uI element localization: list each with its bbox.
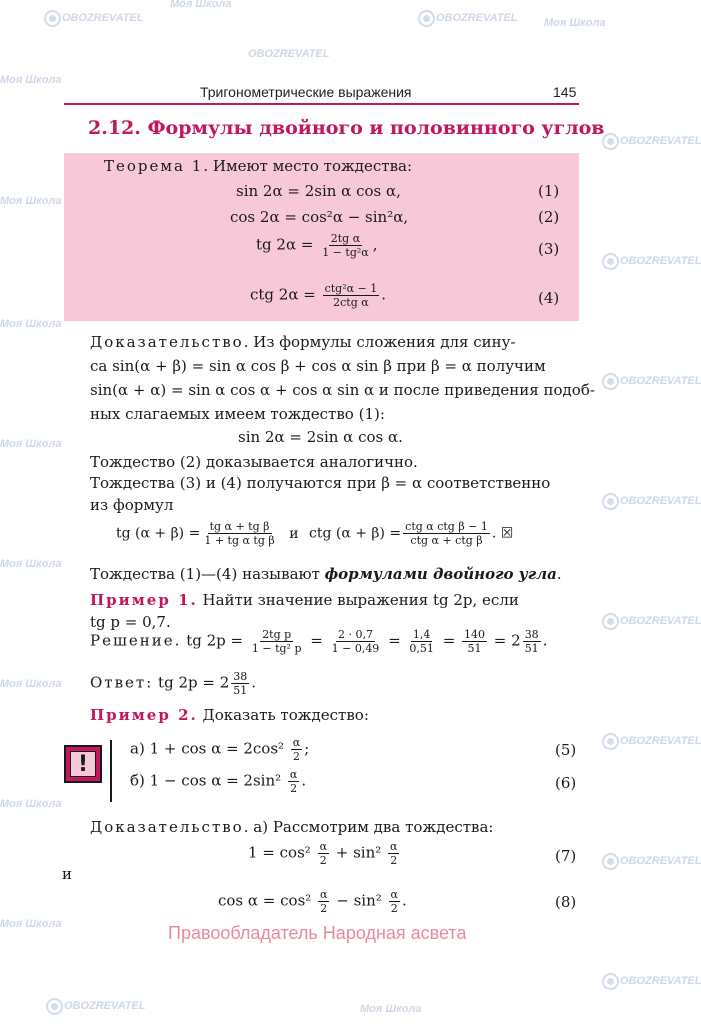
- fraction-denominator: 2: [390, 854, 398, 867]
- proof1-line-4: ных слагаемых имеем тождество (1):: [90, 405, 385, 423]
- watermark-logo-icon: [46, 998, 63, 1015]
- example1-line-2: tg p = 0,7.: [90, 613, 171, 631]
- fraction-denominator: 51: [467, 642, 482, 655]
- header-rule: [64, 103, 579, 105]
- fraction-numerator: α: [320, 888, 328, 901]
- solution-fraction: [250, 628, 304, 655]
- watermark-logo-icon: [602, 133, 619, 150]
- formula-4-lhs: ctg 2α =: [250, 285, 321, 304]
- example1-text: Найти значение выражения tg 2p, если: [197, 591, 519, 609]
- copyright-footer: Правообладатель Народная асвета: [168, 923, 467, 943]
- example1-line-1: [90, 591, 519, 609]
- watermark-brand: OBOZREVATEL: [62, 12, 144, 24]
- formula-4-tail: .: [381, 285, 387, 304]
- identity-7-fraction: [388, 840, 399, 867]
- fraction-numerator: 38: [233, 670, 248, 683]
- watermark-brand: OBOZREVATEL: [64, 1000, 146, 1012]
- fraction-denominator: 1 − tg²α: [322, 246, 369, 259]
- identity-7: [248, 840, 401, 867]
- watermark-logo-icon: [602, 613, 619, 630]
- watermark-brand: OBOZREVATEL: [620, 975, 701, 987]
- identity-5-fraction: [291, 736, 302, 763]
- tg-sum-lhs: tg (α + β) =: [116, 525, 201, 542]
- watermark-logo-icon: [418, 10, 435, 27]
- fraction-numerator: 140: [464, 628, 486, 641]
- naming-line: [90, 565, 562, 583]
- watermark-brand: Моя Школа: [0, 678, 62, 690]
- formula-3-fraction: [320, 232, 371, 259]
- watermark-brand: OBOZREVATEL: [620, 615, 701, 627]
- result-whole: 2: [511, 631, 521, 650]
- answer-label: Ответ:: [90, 673, 154, 692]
- fraction-numerator: α: [390, 888, 398, 901]
- formula-3: [256, 232, 377, 259]
- answer-fraction: [231, 670, 249, 697]
- formula-1: sin 2α = 2sin α cos α,: [236, 182, 401, 200]
- answer-line: [90, 670, 256, 697]
- watermark-brand: Моя Школа: [0, 558, 62, 570]
- tg-sum-fraction: [202, 520, 276, 547]
- fraction-numerator: α: [390, 840, 398, 853]
- para-line-3: из формул: [90, 496, 174, 514]
- fraction-numerator: 2tg α: [330, 232, 361, 245]
- answer-text: tg 2p = 2: [153, 673, 230, 692]
- fraction-numerator: ctg α ctg β − 1: [405, 520, 488, 533]
- page-number: 145: [553, 84, 577, 100]
- proof2-text: . а) Рассмотрим два тождества:: [243, 818, 494, 836]
- theorem-intro-text: . Имеют место тождества:: [203, 157, 413, 175]
- fraction-denominator: 2: [319, 854, 327, 867]
- watermark-brand: OBOZREVATEL: [620, 855, 701, 867]
- proof1-label: Доказательство: [90, 333, 244, 351]
- watermark-brand: OBOZREVATEL: [620, 135, 701, 147]
- section-title: 2.12. Формулы двойного и половинного углов: [88, 117, 605, 139]
- watermark-brand: Моя Школа: [0, 195, 62, 207]
- identity-5-text: а) 1 + cos α = 2cos²: [130, 739, 289, 758]
- fraction-denominator: 51: [524, 642, 539, 655]
- fraction-denominator: ctg α + ctg β: [410, 534, 483, 547]
- proof1-line-2: са sin(α + β) = sin α cos β + cos α sin β при β = α получим: [90, 357, 546, 375]
- watermark-brand: Моя Школа: [0, 438, 62, 450]
- identity-8-fraction: [318, 888, 329, 915]
- identity-8-end: .: [401, 891, 407, 910]
- fraction-numerator: ctg²α − 1: [324, 282, 378, 295]
- identity-8-fraction: [389, 888, 400, 915]
- para-line-2: Тождества (3) и (4) получаются при β = α соответственно: [90, 474, 551, 492]
- formula-3-lhs: tg 2α =: [256, 235, 319, 254]
- proof1-line-3: sin(α + α) = sin α cos α + cos α sin α и после приведения подоб-: [90, 381, 595, 399]
- running-title: Тригонометрические выражения: [200, 84, 412, 100]
- theorem-intro: [104, 157, 412, 175]
- watermark-brand: OBOZREVATEL: [620, 735, 701, 747]
- fraction-numerator: α: [319, 840, 327, 853]
- example1-label: Пример 1.: [90, 591, 198, 609]
- watermark-brand: OBOZREVATEL: [248, 48, 330, 60]
- identity-8-lhs: cos α = cos²: [218, 891, 317, 910]
- watermark-brand: Моя Школа: [170, 0, 232, 10]
- identity-7-number: (7): [555, 847, 577, 865]
- fraction-numerator: 2tg p: [262, 628, 292, 641]
- naming-text: Тождества (1)—(4) называют: [90, 565, 325, 583]
- ctg-sum-lhs: ctg (α + β) =: [309, 525, 402, 542]
- watermark-brand: OBOZREVATEL: [620, 495, 701, 507]
- proof1-line-1: [90, 333, 516, 351]
- watermark-brand: Моя Школа: [0, 318, 62, 330]
- watermark-brand: Моя Школа: [0, 74, 62, 86]
- watermark-logo-icon: [602, 733, 619, 750]
- formula-4-number: (4): [538, 289, 560, 307]
- fraction-numerator: 1,4: [412, 628, 431, 641]
- fraction-denominator: 2: [290, 782, 298, 795]
- watermark-logo-icon: [602, 973, 619, 990]
- example2-line: [90, 706, 369, 724]
- watermark-brand: OBOZREVATEL: [620, 255, 701, 267]
- identity-7-mid: + sin²: [331, 843, 387, 862]
- identity-8-number: (8): [555, 893, 577, 911]
- formula-3-number: (3): [538, 240, 560, 258]
- example2-text: Доказать тождество:: [197, 706, 369, 724]
- fraction-numerator: 2 · 0,7: [337, 628, 373, 641]
- ctg-sum-fraction: [403, 520, 490, 547]
- solution-label: Решение.: [90, 631, 182, 650]
- formula-2: cos 2α = cos²α − sin²α,: [230, 208, 409, 226]
- watermark-logo-icon: [602, 493, 619, 510]
- solution-fraction: [407, 628, 436, 655]
- solution-end: .: [542, 631, 548, 650]
- answer-end: .: [251, 673, 257, 692]
- example2-bracket: [110, 740, 112, 802]
- fraction-denominator: 2: [293, 750, 301, 763]
- proof2-line: [90, 818, 493, 836]
- identity-6-fraction: [288, 768, 299, 795]
- fraction-denominator: 51: [233, 684, 248, 697]
- watermark-logo-icon: [602, 373, 619, 390]
- watermark-brand: Моя Школа: [0, 798, 62, 810]
- example1-solution: Решение. tg 2p = $\frac{\text{2tg p}}{\text{1 − tg² p}}$ = $\frac{2 \cdot 0,7}{1 - 0,49}$ = $\frac{1,4}{0,51}$ = $\frac{140}{51}$ = 2 $\frac{38}{51}$ .: [90, 628, 548, 655]
- identity-8: [218, 888, 407, 915]
- solution-fraction: [330, 628, 382, 655]
- end-of-proof-icon: . ☒: [491, 525, 514, 542]
- watermark-brand: OBOZREVATEL: [620, 375, 701, 387]
- formula-3-tail: ,: [372, 235, 378, 254]
- fraction-numerator: 38: [524, 628, 539, 641]
- fraction-numerator: tg α + tg β: [209, 520, 270, 533]
- identity-6-number: (6): [555, 774, 577, 792]
- proof2-conjunction: и: [62, 865, 72, 883]
- fraction-numerator: α: [292, 736, 301, 749]
- identity-6-text: б) 1 − cos α = 2sin²: [130, 771, 286, 790]
- watermark-logo-icon: [602, 853, 619, 870]
- watermark-brand: OBOZREVATEL: [436, 12, 518, 24]
- watermark-brand: Моя Школа: [360, 1003, 422, 1015]
- identity-8-mid: − sin²: [331, 891, 387, 910]
- fraction-denominator: 2: [390, 902, 398, 915]
- addition-formulas: [116, 520, 513, 547]
- solution-fraction: [462, 628, 487, 655]
- fraction-denominator: 0,51: [409, 642, 434, 655]
- naming-end: .: [556, 565, 562, 583]
- fraction-denominator: 1 + tg α tg β: [204, 534, 275, 547]
- example2-label: Пример 2.: [90, 706, 198, 724]
- fraction-denominator: 2ctg α: [333, 296, 369, 309]
- identity-5-number: (5): [555, 741, 577, 759]
- identity-6-end: .: [301, 771, 307, 790]
- para-line-1: Тождество (2) доказывается аналогично.: [90, 453, 418, 471]
- watermark-logo-icon: [44, 10, 61, 27]
- formula-2-number: (2): [538, 208, 560, 226]
- naming-emphasis: формулами двойного угла: [324, 565, 557, 583]
- proof1-formula: sin 2α = 2sin α cos α.: [238, 428, 403, 446]
- identity-7-fraction: [318, 840, 329, 867]
- formula-4: [250, 282, 386, 309]
- fraction-denominator: 1 − 0,49: [331, 642, 380, 655]
- proof2-label: Доказательство: [90, 818, 244, 836]
- fraction-numerator: α: [289, 768, 298, 781]
- formula-4-fraction: [323, 282, 380, 309]
- proof1-line-1-text: . Из формулы сложения для сину-: [243, 333, 516, 351]
- identity-5: [130, 736, 309, 763]
- formula-1-number: (1): [538, 182, 560, 200]
- conjunction: и: [289, 525, 299, 542]
- notice-icon: [64, 745, 102, 783]
- exclamation-icon: !: [70, 751, 96, 777]
- watermark-brand: Моя Школа: [0, 918, 62, 930]
- solution-lhs: tg 2p =: [181, 631, 244, 650]
- identity-5-end: ;: [304, 739, 310, 758]
- identity-6: [130, 768, 306, 795]
- fraction-denominator: 2: [320, 902, 328, 915]
- watermark-brand: Моя Школа: [544, 17, 606, 29]
- fraction-denominator: 1 − tg² p: [251, 642, 302, 655]
- watermark-logo-icon: [602, 253, 619, 270]
- result-fraction: [523, 628, 541, 655]
- theorem-label: Теорема 1: [104, 157, 204, 175]
- identity-7-lhs: 1 = cos²: [248, 843, 316, 862]
